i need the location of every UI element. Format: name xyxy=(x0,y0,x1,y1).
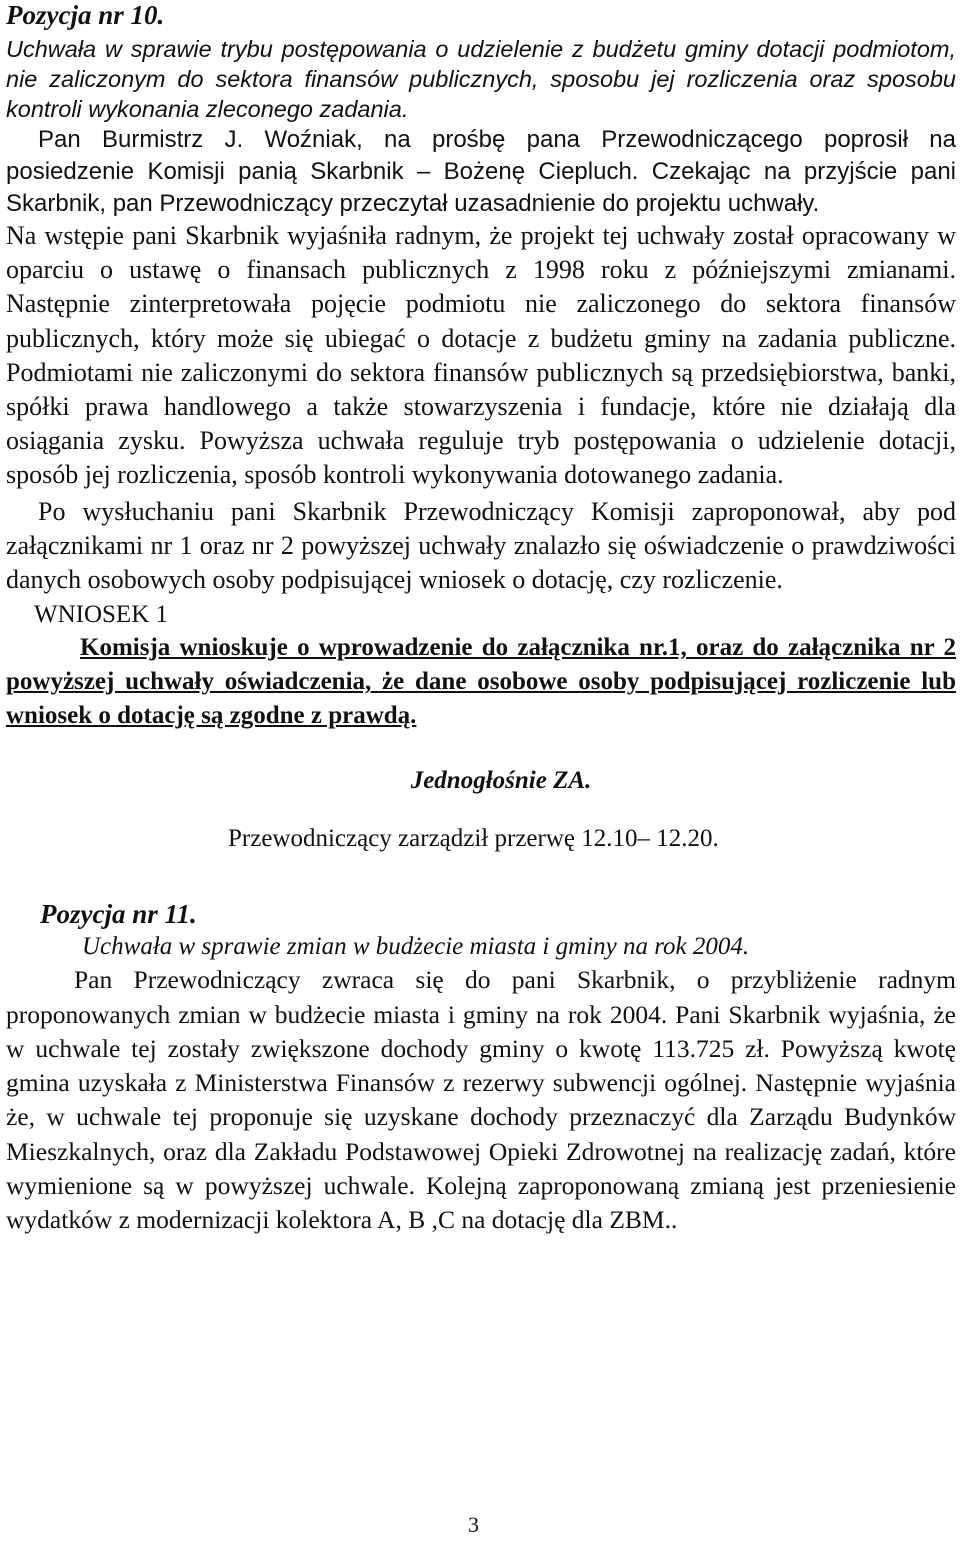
explanation-paragraph: Na wstępie pani Skarbnik wyjaśniła radnym, że projekt tej uchwały został opracowany w oparciu o ustawę o finansach publicznych z 1998 roku z późniejszymi zmianami. Następnie zinterpretowała pojęcie podmiotu nie zaliczonego do sektora finansów publicznych, który może się ubiegać o dotacje z budżetu gminy na zadania publiczne. Podmiotami nie zaliczonymi do sektora finansów publicznych są przedsiębiorstwa, banki, spółki prawa handlowego a także stowarzyszenia i fundacje, które nie działają dla osiągania zysku. Powyższa uchwała reguluje tryb postępowania o udzielenie dotacji, sposób jej rozliczenia, sposób kontroli wykonywania dotowanego zadania. xyxy=(6,221,956,490)
document-page xyxy=(6,0,956,1238)
vote-result: Jednogłośnie ZA. xyxy=(410,767,592,795)
position-11-heading: Pozycja nr 11. xyxy=(40,899,197,930)
motion-text: Komisja wnioskuje o wprowadzenie do załącznika nr.1, oraz do załącznika nr 2 powyższej uchwały oświadczenia, że dane osobowe osoby podpisującej rozliczenie lub wniosek o dotację są zgodne z prawdą. xyxy=(6,634,956,730)
budget-paragraph: Pan Przewodniczący zwraca się do pani Skarbnik, o przybliżenie radnym proponowanych zmian w budżecie miasta i gminy na rok 2004. Pani Skarbnik wyjaśnia, że w uchwale tej zostały zwiększone dochody gminy o kwotę 113.725 zł. Powyższą kwotę gmina uzyskała z Ministerstwa Finansów z rezerwy subwencji ogólnej. Następnie wyjaśnia że, w uchwale tej proponuje się uzyskane dochody przeznaczyć dla Zarządu Budynków Mieszkalnych, oraz dla Zakładu Podstawowej Opieki Zdrowotnej na realizację zadań, które wymienione są w powyższej uchwale. Kolejną zaproponowaną zmianą jest przeniesienie wydatków z modernizacji kolektora A, B ,C na dotację dla ZBM.. xyxy=(6,965,956,1235)
break-note: Przewodniczący zarządził przerwę 12.10– 12.20. xyxy=(228,825,719,853)
position-11-subject: Uchwała w sprawie zmian w budżecie miasta i gminy na rok 2004. xyxy=(82,933,750,961)
position-10-subject: Uchwała w sprawie trybu postępowania o udzielenie z budżetu gminy dotacji podmiotom, nie zaliczonym do sektora finansów publicznych, sposobu jej rozliczenia oraz sposobu kontroli wykonania zleconego zadania. xyxy=(6,36,956,122)
intro-paragraph: Pan Burmistrz J. Woźniak, na prośbę pana Przewodniczącego poprosił na posiedzenie Komisji panią Skarbnik – Bożenę Ciepluch. Czekając na przyjście pani Skarbnik, pan Przewodniczący przeczytał uzasadnienie do projektu uchwały. xyxy=(6,126,956,217)
proposal-paragraph: Po wysłuchaniu pani Skarbnik Przewodniczący Komisji zaproponował, aby pod załącznikami nr 1 oraz nr 2 powyższej uchwały znalazło się oświadczenie o prawdziwości danych osobowych osoby podpisującej wniosek o dotację, czy rozliczenie. xyxy=(6,496,956,595)
page-number: 3 xyxy=(468,1512,479,1537)
wniosek-label: WNIOSEK 1 xyxy=(34,601,169,629)
position-10-heading: Pozycja nr 10. xyxy=(6,0,165,30)
